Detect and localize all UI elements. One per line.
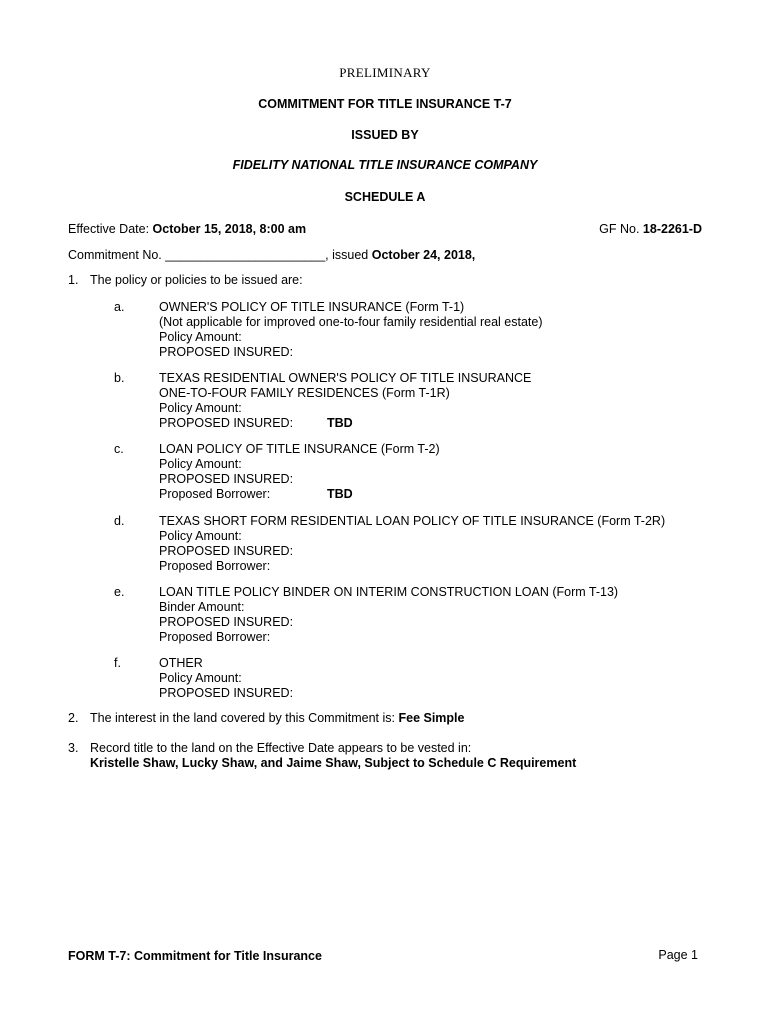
entry-f-letter: f.: [114, 656, 121, 670]
item-1-text: The policy or policies to be issued are:: [90, 273, 303, 287]
item-3-text: Record title to the land on the Effective Date appears to be vested in:: [90, 741, 472, 755]
schedule-heading: SCHEDULE A: [344, 190, 426, 204]
entry-c-line: Proposed Borrower:: [159, 487, 271, 501]
entry-c-letter: c.: [114, 442, 124, 456]
entry-e-line: LOAN TITLE POLICY BINDER ON INTERIM CONSTRUCTION LOAN (Form T-13): [159, 585, 619, 599]
entry-d-line: TEXAS SHORT FORM RESIDENTIAL LOAN POLICY OF TITLE INSURANCE (Form T-2R): [159, 514, 666, 528]
entry-a-line: PROPOSED INSURED:: [159, 345, 294, 359]
entry-e-line: PROPOSED INSURED:: [159, 615, 294, 629]
entry-c-line: LOAN POLICY OF TITLE INSURANCE (Form T-2): [159, 442, 440, 456]
entry-b-line: PROPOSED INSURED:: [159, 416, 294, 430]
entry-f-line: PROPOSED INSURED:: [159, 686, 294, 700]
entry-d: [159, 514, 665, 574]
entry-c-line: PROPOSED INSURED:: [159, 472, 294, 486]
entry-a-letter: a.: [114, 300, 125, 314]
gf-label: GF No.: [599, 222, 640, 236]
entry-b: [159, 371, 531, 431]
entry-d-line: Policy Amount:: [159, 529, 242, 543]
preliminary-label: PRELIMINARY: [339, 65, 431, 80]
effective-date-label: Effective Date:: [68, 222, 150, 236]
gf-value: 18-2261-D: [642, 222, 702, 236]
item-1-number: 1.: [68, 273, 79, 287]
vested-owners: Kristelle Shaw, Lucky Shaw, and Jaime Shaw, Subject to Schedule C Requirement: [90, 756, 577, 770]
entry-e: [159, 585, 618, 645]
entry-e-letter: e.: [114, 585, 125, 599]
page-number: Page 1: [658, 948, 698, 962]
item-2-number: 2.: [68, 711, 79, 725]
item-3-number: 3.: [68, 741, 79, 755]
entry-f-line: OTHER: [159, 656, 203, 670]
entry-e-line: Proposed Borrower:: [159, 630, 271, 644]
entry-b-tbd: TBD: [327, 416, 353, 430]
gf-number: [599, 222, 702, 236]
commitment-label: Commitment No.: [68, 248, 162, 262]
entry-a-line: OWNER'S POLICY OF TITLE INSURANCE (Form T-1): [159, 300, 465, 314]
entry-b-line: TEXAS RESIDENTIAL OWNER'S POLICY OF TITLE INSURANCE: [159, 371, 532, 385]
entry-b-letter: b.: [114, 371, 125, 385]
issued-by-label: ISSUED BY: [351, 128, 419, 142]
item-2-text: The interest in the land covered by this Commitment is:: [90, 711, 395, 725]
entry-c-tbd: TBD: [327, 487, 353, 501]
footer-form-name: FORM T-7: Commitment for Title Insurance: [68, 949, 322, 963]
item-2-line: [90, 711, 464, 725]
entry-d-line: PROPOSED INSURED:: [159, 544, 294, 558]
entry-f: [159, 656, 293, 701]
entry-a: [159, 300, 543, 360]
entry-c-line: Policy Amount:: [159, 457, 242, 471]
company-name: FIDELITY NATIONAL TITLE INSURANCE COMPANY: [232, 158, 538, 172]
entry-f-line: Policy Amount:: [159, 671, 242, 685]
interest-value: Fee Simple: [398, 711, 465, 725]
commitment-line: [68, 248, 475, 262]
entry-b-line: Policy Amount:: [159, 401, 242, 415]
entry-b-line: ONE-TO-FOUR FAMILY RESIDENCES (Form T-1R): [159, 386, 450, 400]
entry-d-line: Proposed Borrower:: [159, 559, 271, 573]
effective-date-line: [68, 222, 306, 236]
entry-a-line: (Not applicable for improved one-to-four family residential real estate): [159, 315, 543, 329]
issued-label: , issued: [325, 248, 369, 262]
entry-c: [159, 442, 440, 502]
entry-e-line: Binder Amount:: [159, 600, 245, 614]
commitment-blank: _______________________: [165, 248, 326, 262]
entry-d-letter: d.: [114, 514, 125, 528]
issued-date: October 24, 2018,: [371, 248, 476, 262]
entry-a-line: Policy Amount:: [159, 330, 242, 344]
effective-date-value: October 15, 2018, 8:00 am: [152, 222, 307, 236]
document-title: COMMITMENT FOR TITLE INSURANCE T-7: [258, 97, 512, 111]
